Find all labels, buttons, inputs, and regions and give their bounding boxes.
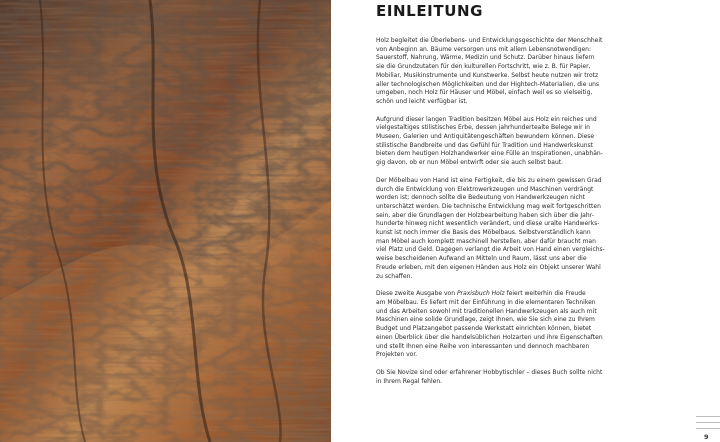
text-line: Maschinen eine solide Grundlage, zeigt Ihnen, wie Sie sich eine zu Ihrem	[376, 316, 595, 324]
text-line: Budget und Platzangebot passende Werkstatt einrichten können, bietet	[376, 325, 592, 333]
text-fragment: feiert weiterhin die Freude	[504, 290, 586, 298]
text-line: viel Platz und Geld. Dagegen verlangt die Arbeit von Hand einen vergleichs-	[376, 246, 605, 254]
text-line: Freude erleben, mit den eigenen Händen aus Holz ein Objekt unserer Wahl	[376, 263, 601, 271]
text-line: Projekten vor.	[376, 351, 418, 359]
wood-texture-photo	[0, 0, 331, 442]
text-line: einen Überblick über die handelsüblichen Holzarten und ihre Eigenschaften	[376, 333, 603, 341]
text-line: zu schaffen.	[376, 272, 413, 280]
text-line: Der Möbelbau von Hand ist eine Fertigkeit, die bis zu einem gewissen Grad	[376, 176, 602, 184]
text-fragment: Diese zweite Ausgabe von	[376, 290, 457, 298]
text-line: von Anbeginn an. Bäume versorgen uns mit allem Lebensnotwendigen:	[376, 45, 591, 53]
body-text	[376, 37, 605, 395]
text-line: und stellt Ihnen eine Reihe von interessanten und dennoch machbaren	[376, 342, 590, 350]
text-line: umgeben, noch Holz für Häuser und Möbel, einfach weil es so vielseitig,	[376, 89, 593, 97]
text-line: vielgestaltiges stilistisches Erbe, dessen jahrhundertealte Belege wir in	[376, 124, 590, 132]
text-line: durch die Entwicklung von Elektrowerkzeugen und Maschinen verdrängt	[376, 185, 594, 193]
text-line: aller technologischen Möglichkeiten und der Hightech-Materialien, die uns	[376, 80, 600, 88]
margin-rule	[696, 422, 720, 423]
text-page	[331, 0, 720, 442]
text-line: Mobiliar, Musikinstrumente und Kunstwerke. Selbst heute nutzen wir trotz	[376, 71, 599, 79]
text-line: bieten dem heutigen Holzhandwerker eine Fülle an Inspirationen, unabhän-	[376, 150, 603, 158]
page-number: 9	[704, 433, 709, 441]
text-line: sie die Grundzutaten für den kulturellen Fortschritt, wie z. B. für Papier,	[376, 63, 591, 71]
text-line: man Möbel auch komplett maschinell herstellen, aber dafür braucht man	[376, 237, 596, 245]
margin-rule	[696, 416, 720, 417]
text-line: Holz begleitet die Überlebens- und Entwicklungsgeschichte der Menschheit	[376, 37, 603, 44]
text-line: kunst ist noch immer die Basis des Möbelbaus. Selbstverständlich kann	[376, 229, 591, 237]
wood-texture-image	[0, 0, 331, 442]
chapter-heading: EINLEITUNG	[376, 2, 484, 20]
paragraph-4	[376, 290, 603, 360]
book-title: Praxisbuch Holz	[456, 290, 505, 298]
text-line: Museen, Galerien und Antiquitätengeschäften bewundern können. Diese	[376, 133, 595, 141]
text-line	[376, 290, 594, 299]
margin-rule	[696, 428, 720, 429]
paragraph-5	[376, 368, 603, 386]
text-line: Ob Sie Novize sind oder erfahrener Hobbytischler – dieses Buch sollte nicht	[376, 368, 603, 376]
text-line: Aufgrund dieser langen Tradition besitzen Möbel aus Holz ein reiches und	[376, 115, 597, 123]
text-line: schön und leicht verfügbar ist.	[376, 97, 468, 105]
text-line: worden ist; dennoch sollte die Bedeutung von Handwerkzeugen nicht	[376, 194, 585, 202]
text-line: gig davon, ob er nun Möbel entwirft oder sie auch selbst baut.	[376, 159, 564, 167]
text-line: Sauerstoff, Nahrung, Wärme, Medizin und Schutz. Darüber hinaus liefern	[376, 54, 595, 62]
text-line: hunderte hinweg nicht wesentlich verändert, und diese uralte Handwerks-	[376, 220, 600, 228]
paragraph-3	[376, 176, 605, 281]
text-line: und das Arbeiten sowohl mit traditionellen Handwerkzeugen als auch mit	[376, 307, 597, 315]
text-line: weise bescheidenen Aufwand an Mitteln und Raum, lässt uns aber die	[376, 255, 587, 263]
text-line: sein, aber die Grundlagen der Holzbearbeitung haben sich über die Jahr-	[376, 211, 594, 219]
text-line: am Möbelbau. Es liefert mit der Einführung in die elementaren Techniken	[376, 298, 596, 306]
text-line: in Ihrem Regal fehlen.	[376, 377, 443, 385]
paragraph-2	[376, 115, 603, 168]
text-line: unterschätzt werden. Die technische Entwicklung mag weit fortgeschritten	[376, 202, 601, 210]
text-line: stilistische Bandbreite und das Gefühl für Tradition und Handwerkskunst	[376, 141, 594, 149]
paragraph-1	[376, 37, 603, 107]
